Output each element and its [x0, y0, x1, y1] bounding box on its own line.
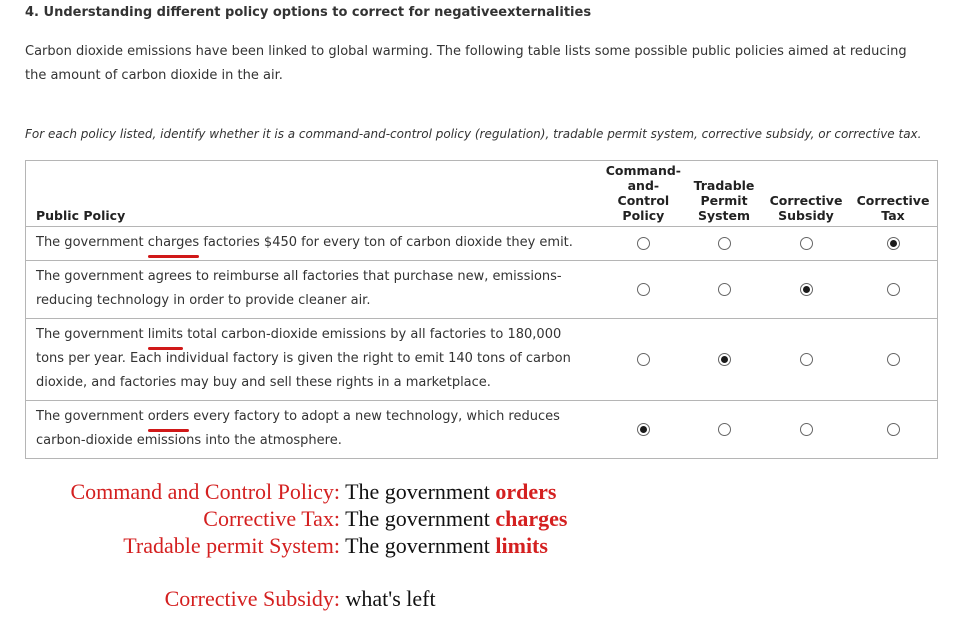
policy-keyword-underlined: limits: [148, 323, 183, 347]
choice-cell-command: [602, 227, 685, 261]
radio-command[interactable]: [637, 237, 650, 250]
choice-cell-tax: [849, 401, 938, 459]
choice-cell-tradable: [685, 261, 763, 319]
choice-cell-tax: [849, 261, 938, 319]
radio-tradable[interactable]: [718, 237, 731, 250]
annotation-text: The government: [340, 479, 496, 504]
radio-command[interactable]: [637, 283, 650, 296]
policy-text-start: The government: [36, 327, 148, 342]
annotation-line: [71, 478, 557, 505]
radio-tradable[interactable]: [718, 353, 731, 366]
annotation-line: [123, 532, 548, 559]
annotation-text: The government: [340, 506, 496, 531]
annotation-text: The government: [340, 533, 496, 558]
policy-text-end: total carbon-dioxide emissions by all factories to 180,000 tons per year. Each individual factory is given the right to emit 140 tons of carbon dioxide, and factories may buy and sell these rights in a marketplace.: [36, 327, 571, 390]
annotation-label: Command and Control Policy:: [70, 479, 340, 504]
header-command-and-control: Command-and-Control Policy: [605, 163, 681, 223]
radio-tradable[interactable]: [718, 423, 731, 436]
choice-cell-command: [602, 261, 685, 319]
question-intro: Carbon dioxide emissions have been linked to global warming. The following table lists some possible public policies aimed at reducing the amount of carbon dioxide in the air.: [25, 44, 907, 83]
policy-table: [25, 160, 938, 459]
radio-command[interactable]: [637, 353, 650, 366]
annotation-label: Tradable permit System:: [123, 533, 340, 558]
policy-keyword-underlined: charges: [148, 231, 200, 255]
header-tradable-permit: Tradable Permit System: [693, 178, 755, 223]
radio-subsidy[interactable]: [800, 423, 813, 436]
table-row: [26, 261, 938, 319]
header-corrective-tax: Corrective Tax: [856, 193, 930, 223]
annotation-line: [165, 585, 436, 612]
radio-tax[interactable]: [887, 283, 900, 296]
policy-text-end: factories $450 for every ton of carbon dioxide they emit.: [199, 235, 573, 250]
choice-cell-subsidy: [763, 227, 849, 261]
annotation-text: what's left: [340, 586, 436, 611]
annotation-keyword: charges: [495, 506, 568, 531]
policy-text-start: The government: [36, 235, 148, 250]
annotation-line: [203, 505, 567, 532]
policy-text: [26, 261, 602, 319]
header-corrective-subsidy: Corrective Subsidy: [769, 193, 843, 223]
annotation-label: Corrective Subsidy:: [164, 586, 340, 611]
header-public-policy: Public Policy: [36, 208, 126, 223]
choice-cell-command: [602, 401, 685, 459]
policy-keyword-underlined: orders: [148, 405, 189, 429]
policy-text: [26, 319, 602, 401]
annotation-label: Corrective Tax:: [203, 506, 340, 531]
choice-cell-tax: [849, 319, 938, 401]
table-row: [26, 401, 938, 459]
radio-subsidy[interactable]: [800, 353, 813, 366]
choice-cell-command: [602, 319, 685, 401]
choice-cell-subsidy: [763, 319, 849, 401]
choice-cell-tradable: [685, 319, 763, 401]
question-title: 4. Understanding different policy options to correct for negativeexternalities: [25, 5, 592, 20]
radio-tax[interactable]: [887, 353, 900, 366]
choice-cell-tradable: [685, 401, 763, 459]
policy-text: [26, 227, 602, 261]
policy-text-start: The government agrees to reimburse all factories that purchase new, emissions-reducing technology in order to provide cleaner air.: [36, 269, 562, 308]
radio-tax[interactable]: [887, 237, 900, 250]
choice-cell-subsidy: [763, 261, 849, 319]
table-row: [26, 227, 938, 261]
choice-cell-tax: [849, 227, 938, 261]
policy-text: [26, 401, 602, 459]
radio-tax[interactable]: [887, 423, 900, 436]
policy-text-start: The government: [36, 409, 148, 424]
table-header-row: [26, 161, 938, 227]
radio-subsidy[interactable]: [800, 283, 813, 296]
radio-subsidy[interactable]: [800, 237, 813, 250]
question-instruction: For each policy listed, identify whether it is a command-and-control policy (regulation), tradable permit system, corrective subsidy, or corrective tax.: [25, 127, 922, 141]
choice-cell-subsidy: [763, 401, 849, 459]
annotation-keyword: limits: [495, 533, 548, 558]
table-row: [26, 319, 938, 401]
radio-tradable[interactable]: [718, 283, 731, 296]
radio-command[interactable]: [637, 423, 650, 436]
choice-cell-tradable: [685, 227, 763, 261]
annotation-keyword: orders: [495, 479, 557, 504]
policy-text-end: every factory to adopt a new technology, which reduces carbon-dioxide emissions into the atmosphere.: [36, 409, 560, 448]
